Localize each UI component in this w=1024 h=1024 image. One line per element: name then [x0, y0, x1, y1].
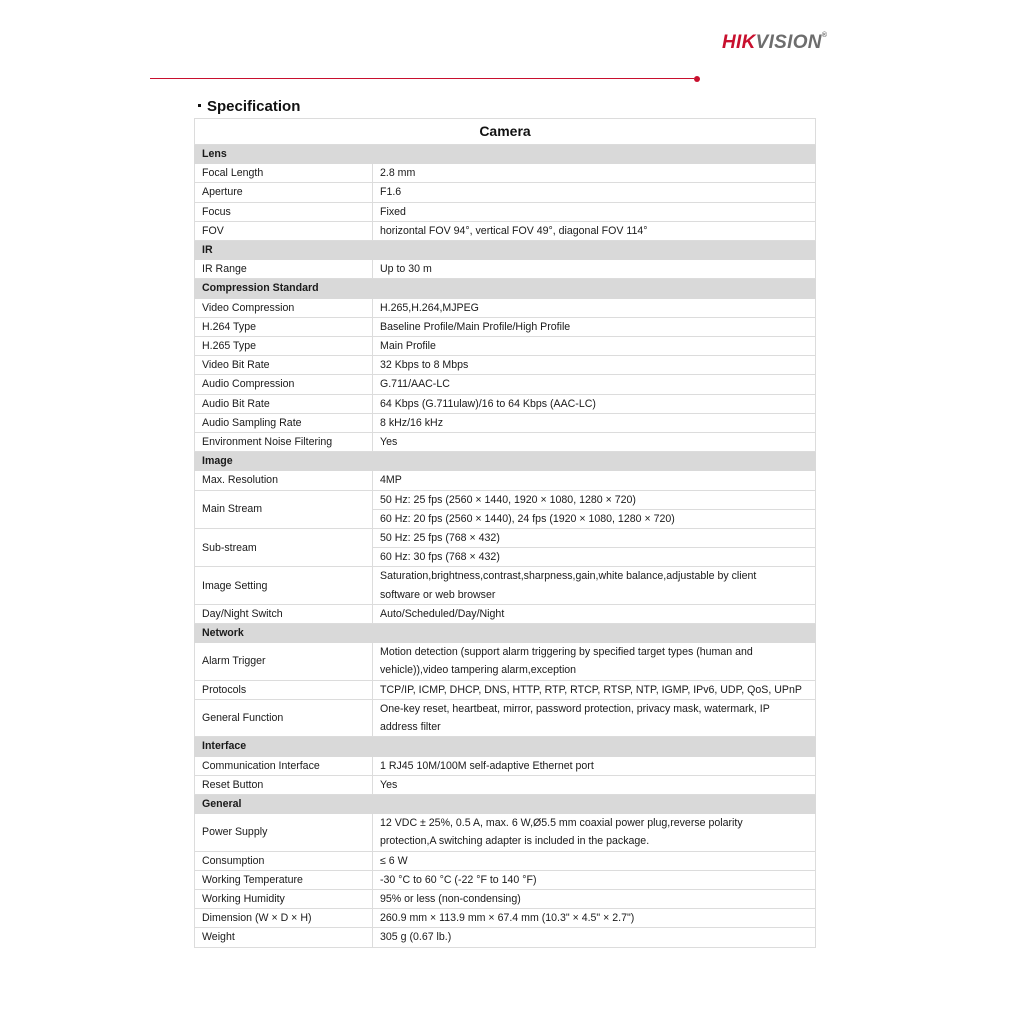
spec-value	[373, 394, 816, 413]
spec-value-line: 50 Hz: 25 fps (2560 × 1440, 1920 × 1080, 1280 × 720)	[373, 491, 815, 510]
spec-value	[373, 604, 816, 623]
spec-value-line: 60 Hz: 30 fps (768 × 432)	[380, 551, 500, 564]
table-row	[195, 814, 816, 851]
table-row	[195, 471, 816, 490]
spec-value	[373, 889, 816, 908]
table-row	[195, 221, 816, 240]
spec-value-line: One-key reset, heartbeat, mirror, password protection, privacy mask, watermark, IP	[380, 702, 770, 715]
spec-value-line: Fixed	[380, 205, 406, 218]
spec-value	[373, 680, 816, 699]
spec-value	[373, 699, 816, 736]
spec-value	[373, 356, 816, 375]
spec-value-line: Auto/Scheduled/Day/Night	[380, 607, 505, 620]
spec-value	[373, 375, 816, 394]
spec-value-line: 95% or less (non-condensing)	[380, 892, 521, 905]
spec-value	[373, 164, 816, 183]
spec-value-line: -30 °C to 60 °C (-22 °F to 140 °F)	[380, 873, 537, 886]
table-row	[195, 529, 816, 567]
spec-value-line: F1.6	[380, 186, 402, 199]
spec-label: Day/Night Switch	[195, 604, 373, 623]
spec-value-line: 12 VDC ± 25%, 0.5 A, max. 6 W,Ø5.5 mm coaxial power plug,reverse polarity	[380, 817, 743, 830]
spec-value	[373, 909, 816, 928]
header-rule	[150, 78, 694, 79]
spec-value-line: Yes	[380, 436, 398, 449]
group-header-row	[195, 145, 816, 164]
spec-value-line: H.265,H.264,MJPEG	[380, 301, 479, 314]
spec-value	[373, 183, 816, 202]
spec-value-line: Baseline Profile/Main Profile/High Profile	[380, 320, 571, 333]
spec-value	[373, 775, 816, 794]
spec-value-line: 1 RJ45 10M/100M self-adaptive Ethernet port	[380, 759, 594, 772]
spec-label: Power Supply	[195, 814, 373, 851]
spec-label: Audio Bit Rate	[195, 394, 373, 413]
spec-label: Audio Compression	[195, 375, 373, 394]
spec-label: Protocols	[195, 680, 373, 699]
spec-value-line: TCP/IP, ICMP, DHCP, DNS, HTTP, RTP, RTCP, RTSP, NTP, IGMP, IPv6, UDP, QoS, UPnP	[380, 683, 802, 696]
spec-label: Working Temperature	[195, 870, 373, 889]
spec-value-line: 305 g (0.67 lb.)	[380, 931, 452, 944]
group-header: Interface	[195, 737, 816, 756]
spec-value-line: 2.8 mm	[380, 167, 416, 180]
spec-value-line: 50 Hz: 25 fps (768 × 432)	[373, 529, 815, 548]
spec-value-line: G.711/AAC-LC	[380, 378, 450, 391]
table-row	[195, 260, 816, 279]
group-header-row	[195, 279, 816, 298]
spec-label: FOV	[195, 221, 373, 240]
group-header: Compression Standard	[195, 279, 816, 298]
table-row	[195, 375, 816, 394]
table-title-row	[195, 119, 816, 145]
spec-label: Main Stream	[195, 490, 373, 528]
group-header-row	[195, 737, 816, 756]
group-header: Lens	[195, 145, 816, 164]
spec-table	[194, 118, 816, 948]
spec-label: Consumption	[195, 851, 373, 870]
spec-label: General Function	[195, 699, 373, 736]
table-row	[195, 567, 816, 604]
spec-value-line: software or web browser	[380, 588, 496, 601]
spec-value-line: 260.9 mm × 113.9 mm × 67.4 mm (10.3" × 4.5" × 2.7")	[380, 912, 635, 925]
spec-value	[373, 756, 816, 775]
table-row	[195, 643, 816, 680]
table-row	[195, 490, 816, 528]
group-header-row	[195, 794, 816, 813]
spec-value-line: 64 Kbps (G.711ulaw)/16 to 64 Kbps (AAC-LC)	[380, 397, 596, 410]
group-header-row	[195, 624, 816, 643]
section-title	[198, 98, 300, 115]
spec-value-line: address filter	[380, 721, 441, 734]
spec-label: Focal Length	[195, 164, 373, 183]
spec-value	[373, 260, 816, 279]
spec-value-line: horizontal FOV 94°, vertical FOV 49°, diagonal FOV 114°	[380, 224, 648, 237]
spec-value	[373, 471, 816, 490]
spec-value-line: Main Profile	[380, 340, 436, 353]
table-row	[195, 604, 816, 623]
spec-label: Audio Sampling Rate	[195, 413, 373, 432]
spec-label: H.265 Type	[195, 337, 373, 356]
spec-value-line: Motion detection (support alarm triggering by specified target types (human and	[380, 646, 753, 659]
bullet-icon	[198, 104, 201, 107]
spec-value	[373, 337, 816, 356]
spec-value	[373, 298, 816, 317]
group-header-row	[195, 452, 816, 471]
table-row	[195, 928, 816, 947]
logo-red-text: HIK	[722, 32, 756, 53]
table-row	[195, 183, 816, 202]
table-title: Camera	[195, 119, 816, 145]
spec-value-line: 4MP	[380, 474, 402, 487]
spec-value-line: 32 Kbps to 8 Mbps	[380, 359, 469, 372]
spec-value-line: Up to 30 m	[380, 263, 432, 276]
table-row	[195, 413, 816, 432]
spec-label: Weight	[195, 928, 373, 947]
header-rule-dot	[694, 76, 700, 82]
spec-value-line: Saturation,brightness,contrast,sharpness,gain,white balance,adjustable by client	[380, 570, 757, 583]
spec-value	[373, 317, 816, 336]
table-row	[195, 909, 816, 928]
spec-label: Max. Resolution	[195, 471, 373, 490]
spec-label: Communication Interface	[195, 756, 373, 775]
spec-value	[373, 490, 816, 528]
spec-label: H.264 Type	[195, 317, 373, 336]
spec-value	[373, 567, 816, 604]
spec-label: Alarm Trigger	[195, 643, 373, 680]
spec-value-line: protection,A switching adapter is included in the package.	[380, 835, 650, 848]
spec-label: Reset Button	[195, 775, 373, 794]
registered-mark: ®	[821, 32, 828, 39]
table-row	[195, 851, 816, 870]
table-row	[195, 433, 816, 452]
spec-label: Video Bit Rate	[195, 356, 373, 375]
spec-value	[373, 851, 816, 870]
spec-label: Working Humidity	[195, 889, 373, 908]
table-row	[195, 337, 816, 356]
spec-label: Image Setting	[195, 567, 373, 604]
spec-label: Focus	[195, 202, 373, 221]
table-row	[195, 317, 816, 336]
spec-label: IR Range	[195, 260, 373, 279]
spec-value-line: 8 kHz/16 kHz	[380, 416, 443, 429]
table-row	[195, 870, 816, 889]
spec-label: Sub-stream	[195, 529, 373, 567]
table-row	[195, 699, 816, 736]
spec-label: Dimension (W × D × H)	[195, 909, 373, 928]
spec-value	[373, 814, 816, 851]
section-title-text: Specification	[207, 98, 301, 115]
spec-value	[373, 643, 816, 680]
table-row	[195, 356, 816, 375]
spec-value-line: ≤ 6 W	[380, 854, 408, 867]
spec-value	[373, 870, 816, 889]
table-row	[195, 680, 816, 699]
hikvision-logo	[722, 32, 827, 54]
spec-label: Aperture	[195, 183, 373, 202]
spec-value-line: vehicle)),video tampering alarm,exception	[380, 664, 577, 677]
group-header-row	[195, 241, 816, 260]
table-row	[195, 298, 816, 317]
table-row	[195, 889, 816, 908]
spec-label: Environment Noise Filtering	[195, 433, 373, 452]
table-row	[195, 756, 816, 775]
group-header: Image	[195, 452, 816, 471]
spec-value	[373, 221, 816, 240]
spec-value	[373, 202, 816, 221]
spec-label: Video Compression	[195, 298, 373, 317]
table-row	[195, 164, 816, 183]
table-row	[195, 202, 816, 221]
group-header: IR	[195, 241, 816, 260]
group-header: General	[195, 794, 816, 813]
spec-value	[373, 928, 816, 947]
spec-value	[373, 413, 816, 432]
logo-gray-text: VISION	[755, 32, 822, 53]
spec-value-line: 60 Hz: 20 fps (2560 × 1440), 24 fps (1920 × 1080, 1280 × 720)	[380, 512, 675, 525]
spec-value-line: Yes	[380, 778, 398, 791]
spec-value	[373, 433, 816, 452]
table-row	[195, 775, 816, 794]
table-row	[195, 394, 816, 413]
spec-value	[373, 529, 816, 567]
group-header: Network	[195, 624, 816, 643]
